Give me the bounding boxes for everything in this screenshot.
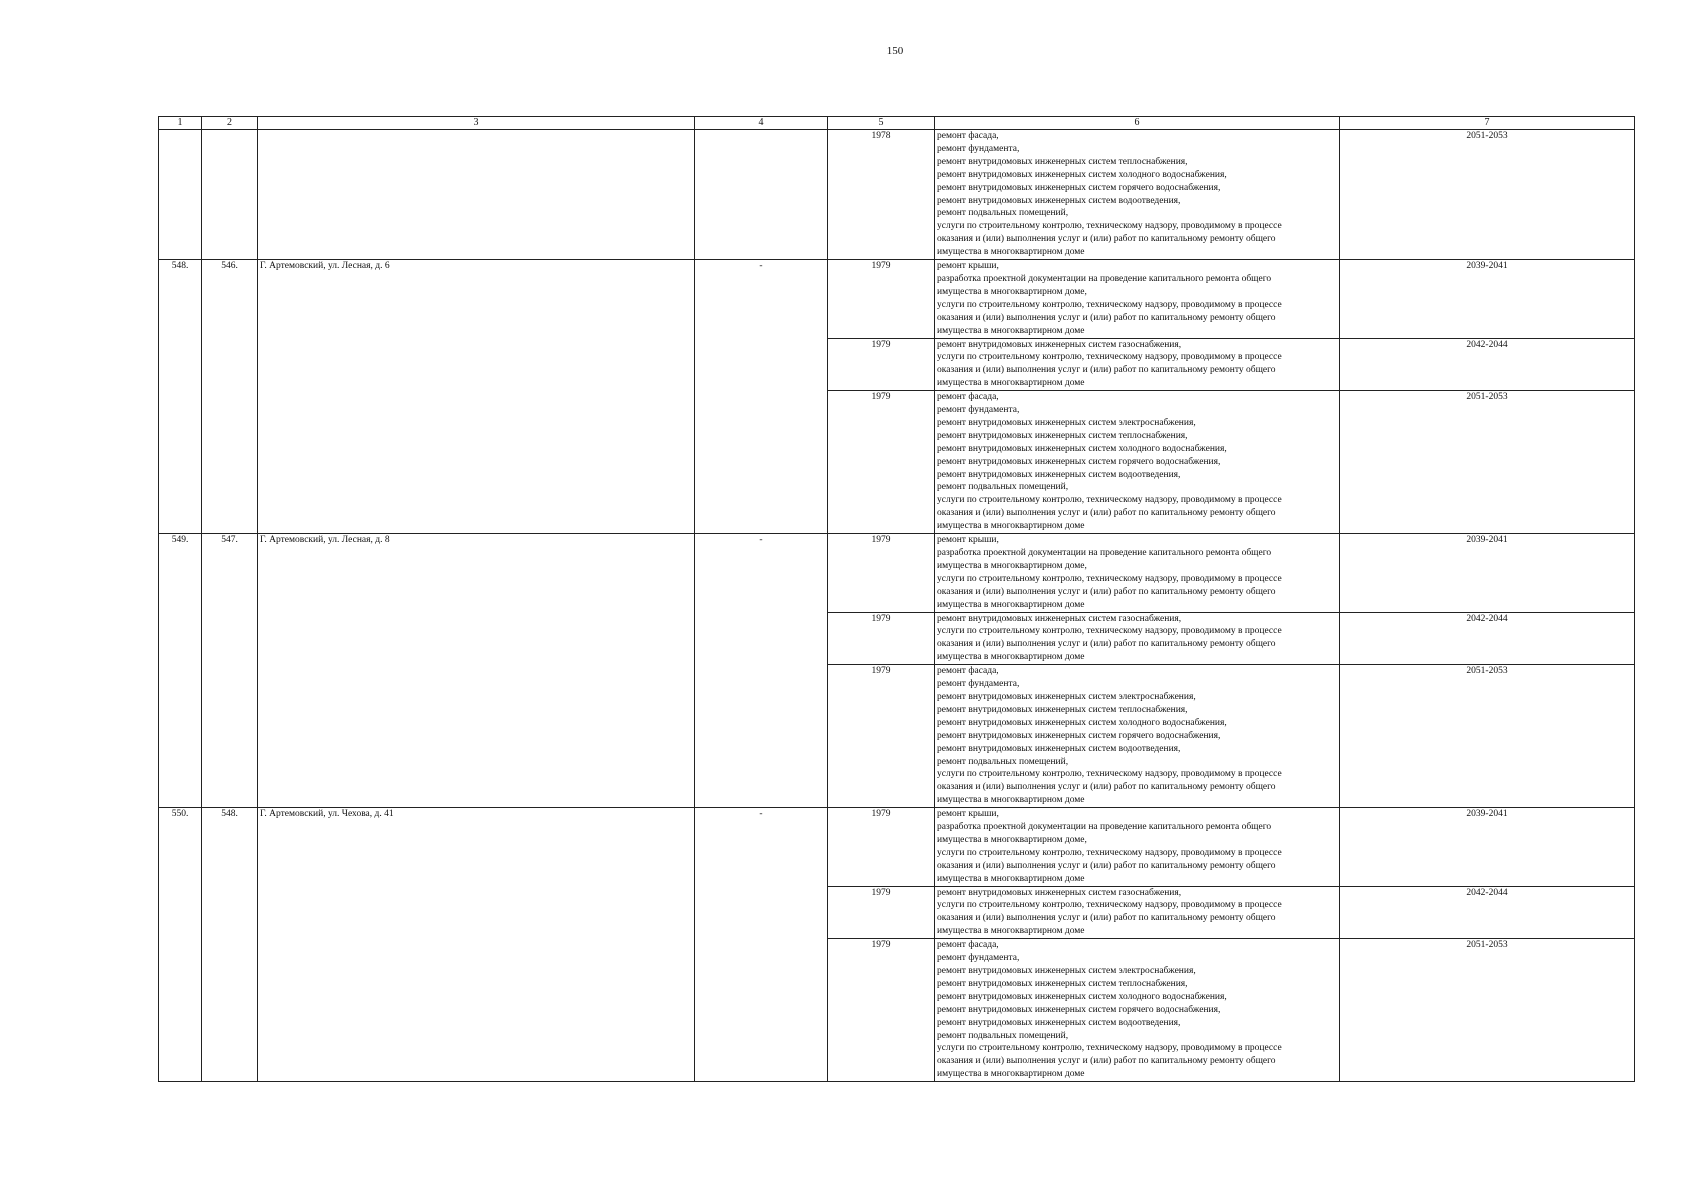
work-line: ремонт фундамента,: [937, 679, 1020, 690]
period-cell: 2051-2053: [1340, 665, 1635, 808]
work-line: имущества в многоквартирном доме,: [937, 834, 1087, 845]
works-cell: [935, 534, 1340, 612]
work-line: имущества в многоквартирном доме: [937, 652, 1085, 663]
works-cell: [935, 260, 1340, 338]
work-line: ремонт внутридомовых инженерных систем электроснабжения,: [937, 966, 1196, 976]
work-line: ремонт подвальных помещений,: [937, 756, 1069, 767]
work-line: ремонт внутридомовых инженерных систем теплоснабжения,: [937, 430, 1188, 441]
work-line: оказания и (или) выполнения услуг и (или) работ по капитальному ремонту общего: [937, 1056, 1276, 1067]
page-number: 150: [886, 45, 904, 57]
work-line: услуги по строительному контролю, техническому надзору, проводимому в процессе: [937, 221, 1282, 232]
work-line: ремонт внутридомовых инженерных систем горячего водоснабжения,: [937, 730, 1221, 741]
work-line: ремонт подвальных помещений,: [937, 482, 1069, 493]
row-number-cell: 549.: [159, 534, 202, 808]
column-number-5: 5: [828, 117, 935, 130]
work-line: имущества в многоквартирном доме: [937, 873, 1085, 884]
work-line: услуги по строительному контролю, техническому надзору, проводимому в процессе: [937, 573, 1282, 584]
work-line: имущества в многоквартирном доме: [937, 1069, 1085, 1080]
period-cell: 2042-2044: [1340, 338, 1635, 391]
work-line: оказания и (или) выполнения услуг и (или) работ по капитальному ремонту общего: [937, 586, 1276, 597]
year-cell: 1979: [828, 808, 935, 886]
column-4-cell: -: [695, 808, 828, 1082]
work-line: оказания и (или) выполнения услуг и (или) работ по капитальному ремонту общего: [937, 860, 1276, 871]
period-cell: 2051-2053: [1340, 391, 1635, 534]
address-cell: Г. Артемовский, ул. Лесная, д. 8: [258, 534, 695, 808]
address-cell: Г. Артемовский, ул. Лесная, д. 6: [258, 260, 695, 534]
work-line: ремонт внутридомовых инженерных систем водоотведения,: [937, 743, 1181, 754]
capital-repair-table: [158, 116, 1635, 1082]
period-cell: 2039-2041: [1340, 534, 1635, 612]
house-number-cell: [202, 130, 258, 260]
work-line: ремонт фасада,: [937, 392, 999, 403]
year-cell: 1979: [828, 612, 935, 665]
work-line: ремонт фундамента,: [937, 953, 1020, 964]
year-cell: 1979: [828, 260, 935, 338]
work-line: разработка проектной документации на проведение капитального ремонта общего: [937, 273, 1272, 284]
work-line: ремонт внутридомовых инженерных систем холодного водоснабжения,: [937, 991, 1227, 1002]
year-cell: 1979: [828, 391, 935, 534]
work-line: ремонт внутридомовых инженерных систем холодного водоснабжения,: [937, 169, 1227, 180]
address-cell: [258, 130, 695, 260]
column-4-cell: [695, 130, 828, 260]
year-cell: 1978: [828, 130, 935, 260]
year-cell: 1979: [828, 534, 935, 612]
work-line: разработка проектной документации на проведение капитального ремонта общего: [937, 822, 1272, 833]
period-cell: 2051-2053: [1340, 130, 1635, 260]
house-number-cell: 546.: [202, 260, 258, 534]
work-line: ремонт внутридомовых инженерных систем теплоснабжения,: [937, 156, 1188, 167]
work-line: услуги по строительному контролю, техническому надзору, проводимому в процессе: [937, 495, 1282, 506]
works-cell: [935, 665, 1340, 808]
table-row: [159, 130, 1635, 260]
period-cell: 2042-2044: [1340, 612, 1635, 665]
work-line: имущества в многоквартирном доме: [937, 599, 1085, 610]
year-cell: 1979: [828, 665, 935, 808]
work-line: услуги по строительному контролю, техническому надзору, проводимому в процессе: [937, 900, 1282, 911]
work-line: ремонт крыши,: [937, 809, 999, 820]
row-number-cell: [159, 130, 202, 260]
work-line: услуги по строительному контролю, техническому надзору, проводимому в процессе: [937, 769, 1282, 780]
work-line: имущества в многоквартирном доме: [937, 521, 1085, 532]
work-line: имущества в многоквартирном доме,: [937, 560, 1087, 571]
work-line: ремонт внутридомовых инженерных систем газоснабжения,: [937, 613, 1182, 624]
work-line: услуги по строительному контролю, техническому надзору, проводимому в процессе: [937, 352, 1282, 363]
works-cell: [935, 612, 1340, 665]
work-line: ремонт внутридомовых инженерных систем горячего водоснабжения,: [937, 182, 1221, 193]
column-number-1: 1: [159, 117, 202, 130]
work-line: оказания и (или) выполнения услуг и (или) работ по капитальному ремонту общего: [937, 913, 1276, 924]
work-line: имущества в многоквартирном доме: [937, 926, 1085, 937]
work-line: ремонт внутридомовых инженерных систем водоотведения,: [937, 1017, 1181, 1028]
work-line: ремонт крыши,: [937, 261, 999, 272]
column-number-6: 6: [935, 117, 1340, 130]
works-cell: [935, 391, 1340, 534]
table-row: [159, 260, 1635, 338]
work-line: ремонт внутридомовых инженерных систем теплоснабжения,: [937, 704, 1188, 715]
work-line: имущества в многоквартирном доме: [937, 378, 1085, 389]
work-line: ремонт фундамента,: [937, 143, 1020, 154]
work-line: ремонт фасада,: [937, 940, 999, 951]
work-line: ремонт внутридомовых инженерных систем водоотведения,: [937, 469, 1181, 480]
work-line: услуги по строительному контролю, техническому надзору, проводимому в процессе: [937, 626, 1282, 637]
work-line: ремонт подвальных помещений,: [937, 208, 1069, 219]
row-number-cell: 550.: [159, 808, 202, 1082]
column-number-7: 7: [1340, 117, 1635, 130]
work-line: оказания и (или) выполнения услуг и (или) работ по капитальному ремонту общего: [937, 508, 1276, 519]
work-line: ремонт крыши,: [937, 535, 999, 546]
table-row: [159, 808, 1635, 886]
year-cell: 1979: [828, 886, 935, 939]
work-line: услуги по строительному контролю, техническому надзору, проводимому в процессе: [937, 847, 1282, 858]
work-line: ремонт внутридомовых инженерных систем водоотведения,: [937, 195, 1181, 206]
work-line: оказания и (или) выполнения услуг и (или) работ по капитальному ремонту общего: [937, 639, 1276, 650]
work-line: ремонт внутридомовых инженерных систем теплоснабжения,: [937, 978, 1188, 989]
work-line: имущества в многоквартирном доме,: [937, 286, 1087, 297]
work-line: ремонт фундамента,: [937, 405, 1020, 416]
work-line: услуги по строительному контролю, техническому надзору, проводимому в процессе: [937, 299, 1282, 310]
work-line: ремонт внутридомовых инженерных систем газоснабжения,: [937, 887, 1182, 898]
work-line: имущества в многоквартирном доме: [937, 325, 1085, 336]
work-line: имущества в многоквартирном доме: [937, 795, 1085, 806]
period-cell: 2039-2041: [1340, 260, 1635, 338]
year-cell: 1979: [828, 939, 935, 1082]
period-cell: 2042-2044: [1340, 886, 1635, 939]
works-cell: [935, 338, 1340, 391]
column-number-2: 2: [202, 117, 258, 130]
column-number-4: 4: [695, 117, 828, 130]
row-number-cell: 548.: [159, 260, 202, 534]
work-line: ремонт внутридомовых инженерных систем газоснабжения,: [937, 339, 1182, 350]
house-number-cell: 547.: [202, 534, 258, 808]
work-line: ремонт внутридомовых инженерных систем горячего водоснабжения,: [937, 456, 1221, 467]
work-line: имущества в многоквартирном доме: [937, 247, 1085, 258]
work-line: оказания и (или) выполнения услуг и (или) работ по капитальному ремонту общего: [937, 234, 1276, 245]
work-line: оказания и (или) выполнения услуг и (или) работ по капитальному ремонту общего: [937, 365, 1276, 376]
column-number-3: 3: [258, 117, 695, 130]
work-line: ремонт внутридомовых инженерных систем горячего водоснабжения,: [937, 1004, 1221, 1015]
column-number-row: [159, 117, 1635, 130]
table-body: [159, 117, 1635, 1082]
work-line: разработка проектной документации на проведение капитального ремонта общего: [937, 548, 1272, 558]
works-cell: [935, 886, 1340, 939]
table-row: [159, 534, 1635, 612]
work-line: ремонт внутридомовых инженерных систем холодного водоснабжения,: [937, 443, 1227, 454]
work-line: оказания и (или) выполнения услуг и (или) работ по капитальному ремонту общего: [937, 312, 1276, 323]
works-cell: [935, 808, 1340, 886]
period-cell: 2051-2053: [1340, 939, 1635, 1082]
work-line: услуги по строительному контролю, техническому надзору, проводимому в процессе: [937, 1043, 1282, 1054]
work-line: ремонт внутридомовых инженерных систем электроснабжения,: [937, 417, 1196, 428]
work-line: ремонт внутридомовых инженерных систем холодного водоснабжения,: [937, 717, 1227, 728]
address-cell: Г. Артемовский, ул. Чехова, д. 41: [258, 808, 695, 1082]
year-cell: 1979: [828, 338, 935, 391]
house-number-cell: 548.: [202, 808, 258, 1082]
work-line: ремонт внутридомовых инженерных систем электроснабжения,: [937, 691, 1196, 702]
column-4-cell: -: [695, 534, 828, 808]
work-line: ремонт фасада,: [937, 666, 999, 677]
period-cell: 2039-2041: [1340, 808, 1635, 886]
work-line: ремонт фасада,: [937, 131, 999, 141]
works-cell: [935, 130, 1340, 260]
works-cell: [935, 939, 1340, 1082]
work-line: оказания и (или) выполнения услуг и (или) работ по капитальному ремонту общего: [937, 782, 1276, 793]
column-4-cell: -: [695, 260, 828, 534]
work-line: ремонт подвальных помещений,: [937, 1030, 1069, 1041]
